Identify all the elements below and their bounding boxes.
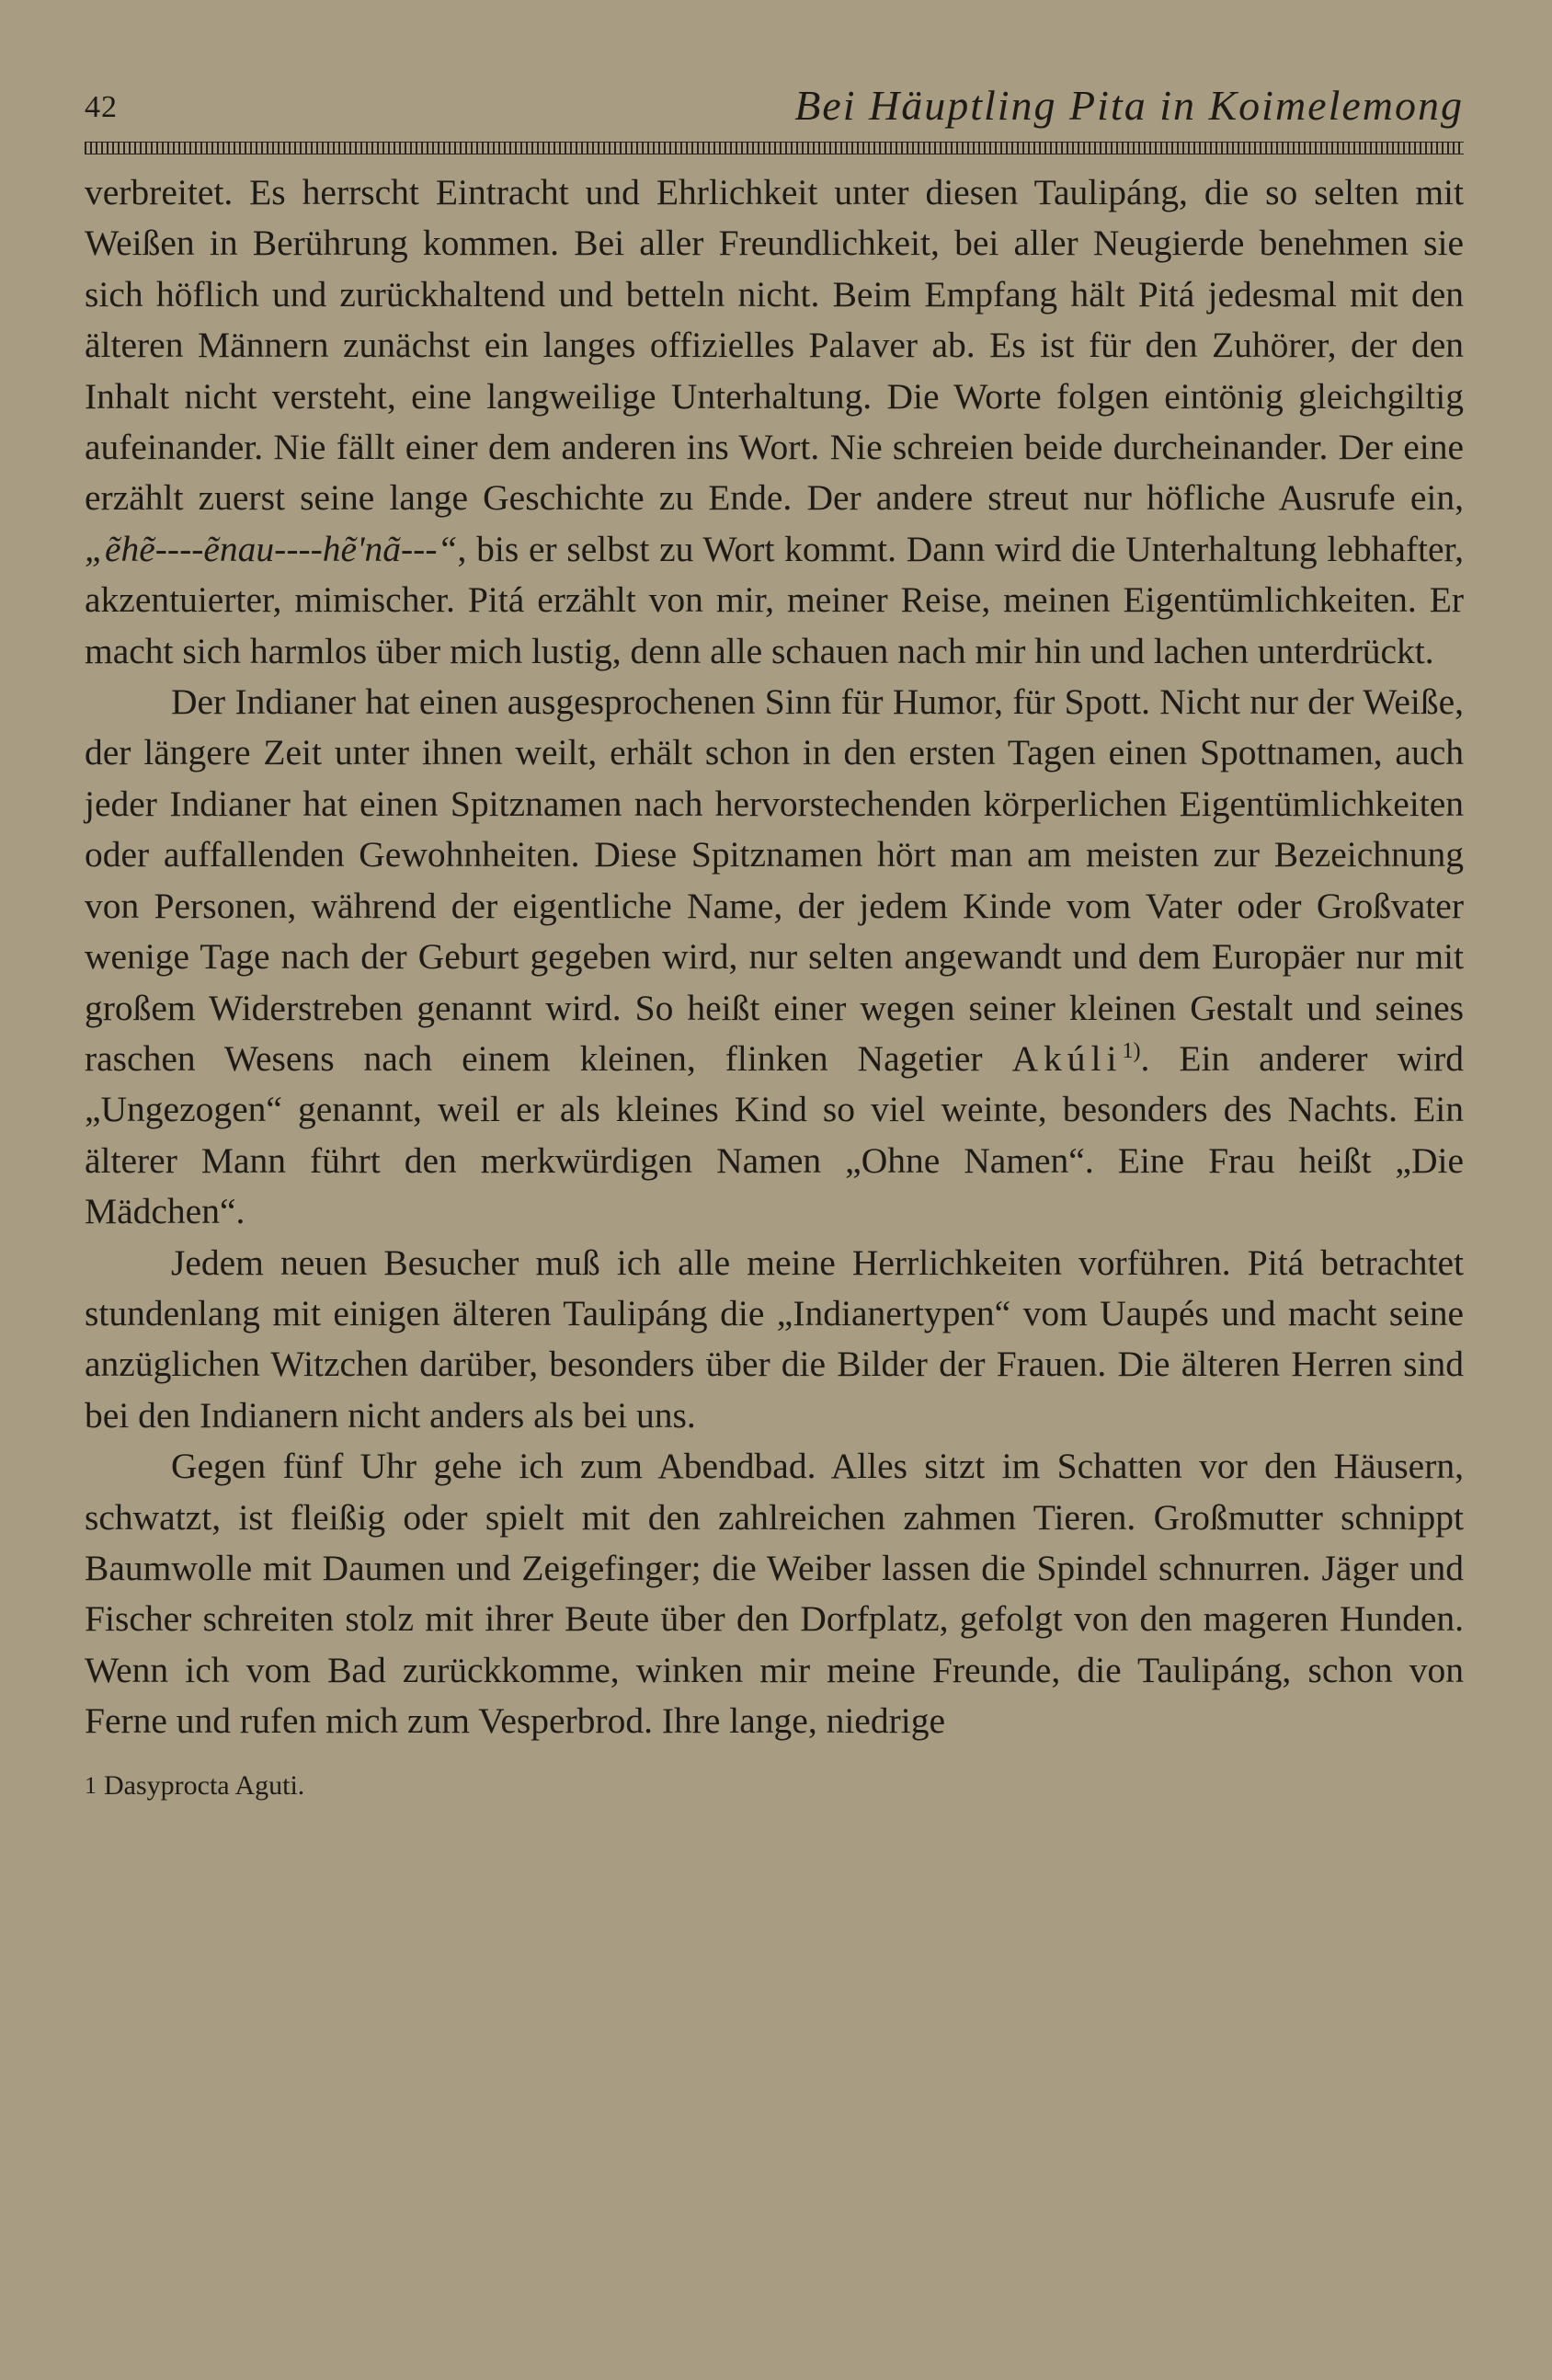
paragraph-3: Jedem neuen Besucher muß ich alle meine Herrlichkeiten vorführen. Pitá betrachtet stundenlang mit einigen älteren Taulipáng die „Indianertypen“ vom Uaupés und macht seine anzüglichen Witzchen darüber, besonders über die Bilder der Frauen. Die älteren Herren sind bei den Indianern nicht anders als bei uns. [85,1241,1464,1436]
spaced-name-akuli: Akúli [1011,1037,1123,1079]
book-page [85,81,1464,1804]
footnote-text: Dasyprocta Aguti. [104,1769,305,1801]
paragraph-2-text-a: Der Indianer hat einen ausgesprochenen Sinn für Humor, für Spott. Nicht nur der Weiße, der längere Zeit unter ihnen weilt, erhält schon in den ersten Tagen einen Spottnamen, auch jeder Indianer hat einen Spitznamen nach hervorstechenden körperlichen Eigentümlichkeiten oder auffallenden Gewohnheiten. Diese Spitznamen hört man am meisten zur Bezeichnung von Personen, während der eigentliche Name, der jedem Kinde vom Vater oder Großvater wenige Tage nach der Geburt gegeben wird, nur selten angewandt und dem Europäer nur mit großem Widerstreben genannt wird. So heißt einer wegen seiner kleinen Gestalt und seines raschen Wesens nach einem kleinen, flinken Nagetier [85,681,1464,1079]
paragraph-1-text-b: , bis er selbst zu Wort kommt. Dann wird die Unterhaltung lebhafter, akzentuierter, mimischer. Pitá erzählt von mir, meiner Reise, meinen Eigentümlichkeiten. Er macht sich harmlos über mich lustig, denn alle schauen nach mir hin und lachen unterdrückt. [85,528,1464,671]
header-rule [85,142,1464,154]
footnote-mark: 1 [85,1771,97,1799]
paragraph-1-text-a: verbreitet. Es herrscht Eintracht und Ehrlichkeit unter diesen Taulipáng, die so selten mit Weißen in Berührung kommen. Bei aller Freundlichkeit, bei aller Neugierde benehmen sie sich höflich und zurückhaltend und betteln nicht. Beim Empfang hält Pitá jedesmal mit den älteren Männern zunächst ein langes offizielles Palaver ab. Es ist für den Zuhörer, der den Inhalt nicht versteht, eine langweilige Unterhaltung. Die Worte folgen eintönig gleichgiltig aufeinander. Nie fällt einer dem anderen ins Wort. Nie schreien beide durcheinander. Der eine erzählt zuerst seine lange Geschichte zu Ende. Der andere streut nur höfliche Ausrufe ein, [85,172,1464,519]
exclamation-quote: „ẽhẽ----ẽnau----hẽ'nã---“ [85,528,458,569]
page-header [85,81,1464,140]
footnote [85,1768,1464,1804]
body-text [85,167,1464,1747]
paragraph-4: Gegen fünf Uhr gehe ich zum Abendbad. Alles sitzt im Schatten vor den Häusern, schwatzt, ist fleißig oder spielt mit den zahlreichen zahmen Tieren. Großmutter schnippt Baumwolle mit Daumen und Zeigefinger; die Weiber lassen die Spindel schnurren. Jäger und Fischer schreiten stolz mit ihrer Beute über den Dorfplatz, gefolgt von den mageren Hunden. Wenn ich vom Bad zurückkomme, winken mir meine Freunde, die Taulipáng, schon von Ferne und rufen mich zum Vesperbrod. Ihre lange, niedrige [85,1446,1464,1742]
footnote-reference: 1) [1122,1038,1141,1063]
running-title: Bei Häuptling Pita in Koimelemong [794,82,1464,129]
page-number: 42 [85,90,118,124]
paragraph-1 [85,167,1464,677]
paragraph-2 [85,677,1464,1237]
paragraph-2-text-b: . Ein anderer wird „Ungezogen“ genannt, weil er als kleines Kind so viel weinte, besonders des Nachts. Ein älterer Mann führt den merkwürdigen Namen „Ohne Namen“. Eine Frau heißt „Die Mädchen“. [85,1037,1464,1232]
